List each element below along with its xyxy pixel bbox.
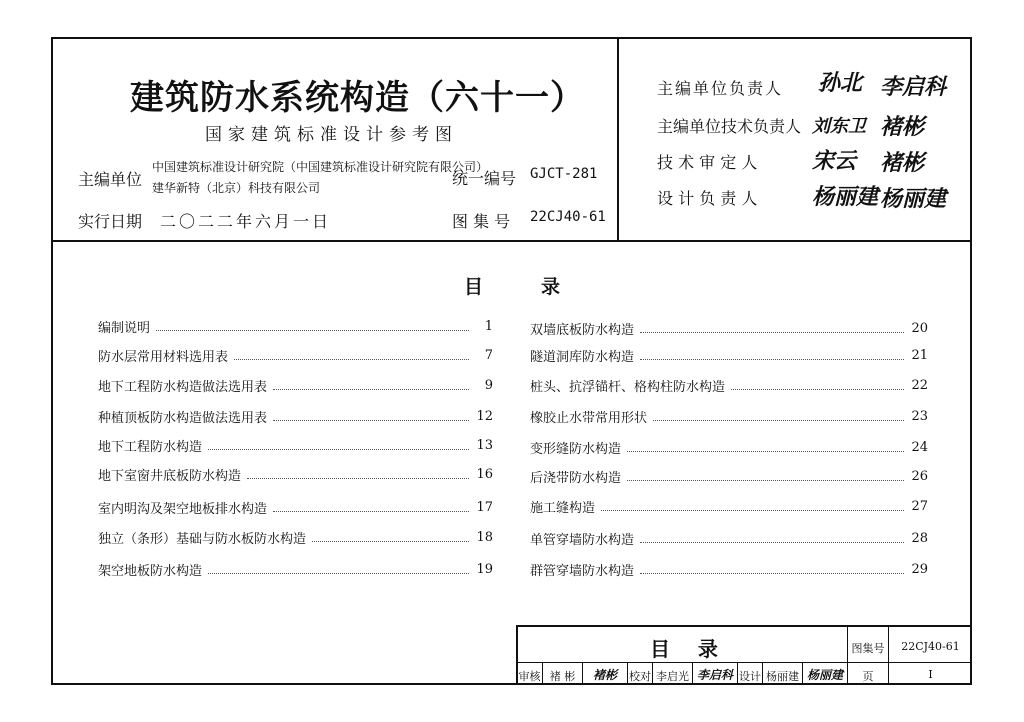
toc-item-label: 群管穿墙防水构造 (530, 564, 635, 579)
toc-item-page: 29 (911, 562, 928, 577)
leader-dots (640, 565, 904, 574)
leader-dots (640, 351, 904, 360)
editor-label: 主编单位 (78, 170, 143, 189)
check-label: 校对 (629, 670, 651, 683)
editor-org-1: 中国建筑标准设计研究院（中国建筑标准设计研究院有限公司） (152, 160, 489, 174)
toc-item[interactable] (530, 319, 928, 338)
title-block-atlas-no: 22CJ40-61 (901, 640, 960, 653)
toc-item-page: 26 (911, 469, 928, 484)
leader-dots (312, 533, 469, 542)
toc-item-label: 地下工程防水构造做法选用表 (98, 380, 268, 395)
role-tech-reviewer: 技 术 审 定 人 (657, 153, 758, 172)
signature-tech-lead-2: 褚彬 (880, 114, 925, 140)
toc-item-label: 防水层常用材料选用表 (98, 350, 229, 365)
toc-item[interactable] (98, 346, 493, 365)
toc-item-page: 27 (911, 499, 928, 514)
signature-tech-lead-1: 刘东卫 (812, 116, 866, 137)
reviewer-signature: 褚彬 (592, 668, 617, 682)
toc-item[interactable] (98, 436, 493, 455)
toc-item[interactable] (98, 560, 493, 579)
atlas-no-label: 图 集 号 (452, 212, 511, 231)
toc-heading-2: 录 (541, 276, 561, 298)
title-block-atlas-label: 图集号 (851, 642, 885, 655)
role-tech-lead: 主编单位技术负责人 (657, 117, 802, 136)
leader-dots (234, 351, 469, 360)
unified-no-label: 统一编号 (452, 169, 517, 188)
atlas-title: 建筑防水系统构造（六十一） (130, 78, 585, 118)
toc-item-label: 单管穿墙防水构造 (530, 533, 635, 548)
leader-dots (273, 503, 469, 512)
toc-item-page: 17 (476, 500, 493, 515)
toc-item-label: 变形缝防水构造 (530, 442, 622, 457)
toc-item-label: 编制说明 (98, 321, 151, 336)
reviewer-name: 褚 彬 (549, 670, 576, 683)
toc-item-label: 独立（条形）基础与防水板防水构造 (98, 532, 307, 547)
toc-item-label: 地下工程防水构造 (98, 440, 203, 455)
toc-item-page: 20 (911, 321, 928, 336)
toc-item[interactable] (530, 560, 928, 579)
title-block-name: 目 录 (650, 637, 718, 661)
toc-item-page: 13 (476, 438, 493, 453)
unified-no: GJCT-281 (530, 166, 598, 182)
toc-item-label: 种植顶板防水构造做法选用表 (98, 411, 268, 426)
toc-heading-1: 目 (464, 276, 484, 298)
toc-item-page: 7 (484, 348, 493, 363)
toc-item-label: 双墙底板防水构造 (530, 323, 635, 338)
leader-dots (208, 441, 469, 450)
page-label: 页 (862, 670, 874, 683)
toc-item-page: 22 (911, 378, 928, 393)
role-chief-editor: 主编单位负责人 (657, 79, 784, 98)
toc-item[interactable] (98, 528, 493, 547)
toc-item-label: 室内明沟及架空地板排水构造 (98, 502, 268, 517)
signature-design-lead-1: 杨丽建 (812, 184, 879, 210)
toc-item-page: 28 (911, 531, 928, 546)
signature-chief-editor-2: 李启科 (880, 74, 947, 100)
toc-item[interactable] (530, 467, 928, 486)
leader-dots (640, 324, 904, 333)
toc-item-label: 后浇带防水构造 (530, 471, 622, 486)
editor-org-2: 建华新特（北京）科技有限公司 (152, 181, 321, 195)
leader-dots (208, 565, 469, 574)
toc-item-page: 16 (476, 467, 493, 482)
toc-item[interactable] (98, 465, 493, 484)
toc-item-page: 18 (476, 530, 493, 545)
signature-design-lead-2: 杨丽建 (880, 186, 947, 212)
page-number: I (928, 668, 933, 681)
toc-item-page: 23 (911, 409, 928, 424)
toc-item-page: 21 (911, 348, 928, 363)
checker-name: 李启光 (656, 670, 689, 683)
toc-item[interactable] (530, 529, 928, 548)
atlas-subtitle: 国家建筑标准设计参考图 (205, 125, 458, 145)
toc-item[interactable] (530, 376, 928, 395)
toc-item-label: 地下室窗井底板防水构造 (98, 469, 242, 484)
toc-item-label: 橡胶止水带常用形状 (530, 411, 648, 426)
signature-chief-editor-1: 孙北 (818, 70, 863, 96)
toc-item[interactable] (530, 346, 928, 365)
toc-item-page: 24 (911, 440, 928, 455)
leader-dots (653, 412, 904, 421)
leader-dots (273, 412, 469, 421)
atlas-no: 22CJ40-61 (530, 209, 606, 225)
toc-item[interactable] (98, 407, 493, 426)
toc-item[interactable] (530, 497, 928, 516)
toc-item-page: 9 (484, 378, 493, 393)
toc-item[interactable] (530, 407, 928, 426)
toc-item-label: 架空地板防水构造 (98, 564, 203, 579)
designer-name: 杨丽建 (766, 670, 799, 683)
date-value: 二〇二二年六月一日 (160, 212, 332, 231)
leader-dots (731, 381, 904, 390)
leader-dots (627, 472, 904, 481)
leader-dots (247, 470, 469, 479)
toc-item[interactable] (98, 376, 493, 395)
toc-item-label: 隧道洞库防水构造 (530, 350, 635, 365)
leader-dots (273, 381, 469, 390)
toc-item-page: 1 (484, 319, 493, 334)
signature-tech-reviewer-2: 褚彬 (880, 150, 925, 176)
toc-item-label: 桩头、抗浮锚杆、格构柱防水构造 (530, 380, 726, 395)
designer-signature: 杨丽建 (806, 668, 843, 682)
leader-dots (156, 322, 469, 331)
signature-tech-reviewer-1: 宋云 (812, 148, 857, 174)
design-label: 设计 (739, 670, 761, 683)
leader-dots (601, 502, 904, 511)
toc-item[interactable] (98, 498, 493, 517)
toc-item[interactable] (98, 317, 493, 336)
toc-item-label: 施工缝构造 (530, 501, 596, 516)
toc-item-page: 19 (476, 562, 493, 577)
toc-item[interactable] (530, 438, 928, 457)
review-label: 审核 (518, 670, 541, 683)
leader-dots (627, 443, 904, 452)
checker-signature: 李启科 (696, 668, 733, 682)
role-design-lead: 设 计 负 责 人 (657, 189, 758, 208)
toc-item-page: 12 (476, 409, 493, 424)
date-label: 实行日期 (78, 212, 143, 231)
leader-dots (640, 534, 904, 543)
